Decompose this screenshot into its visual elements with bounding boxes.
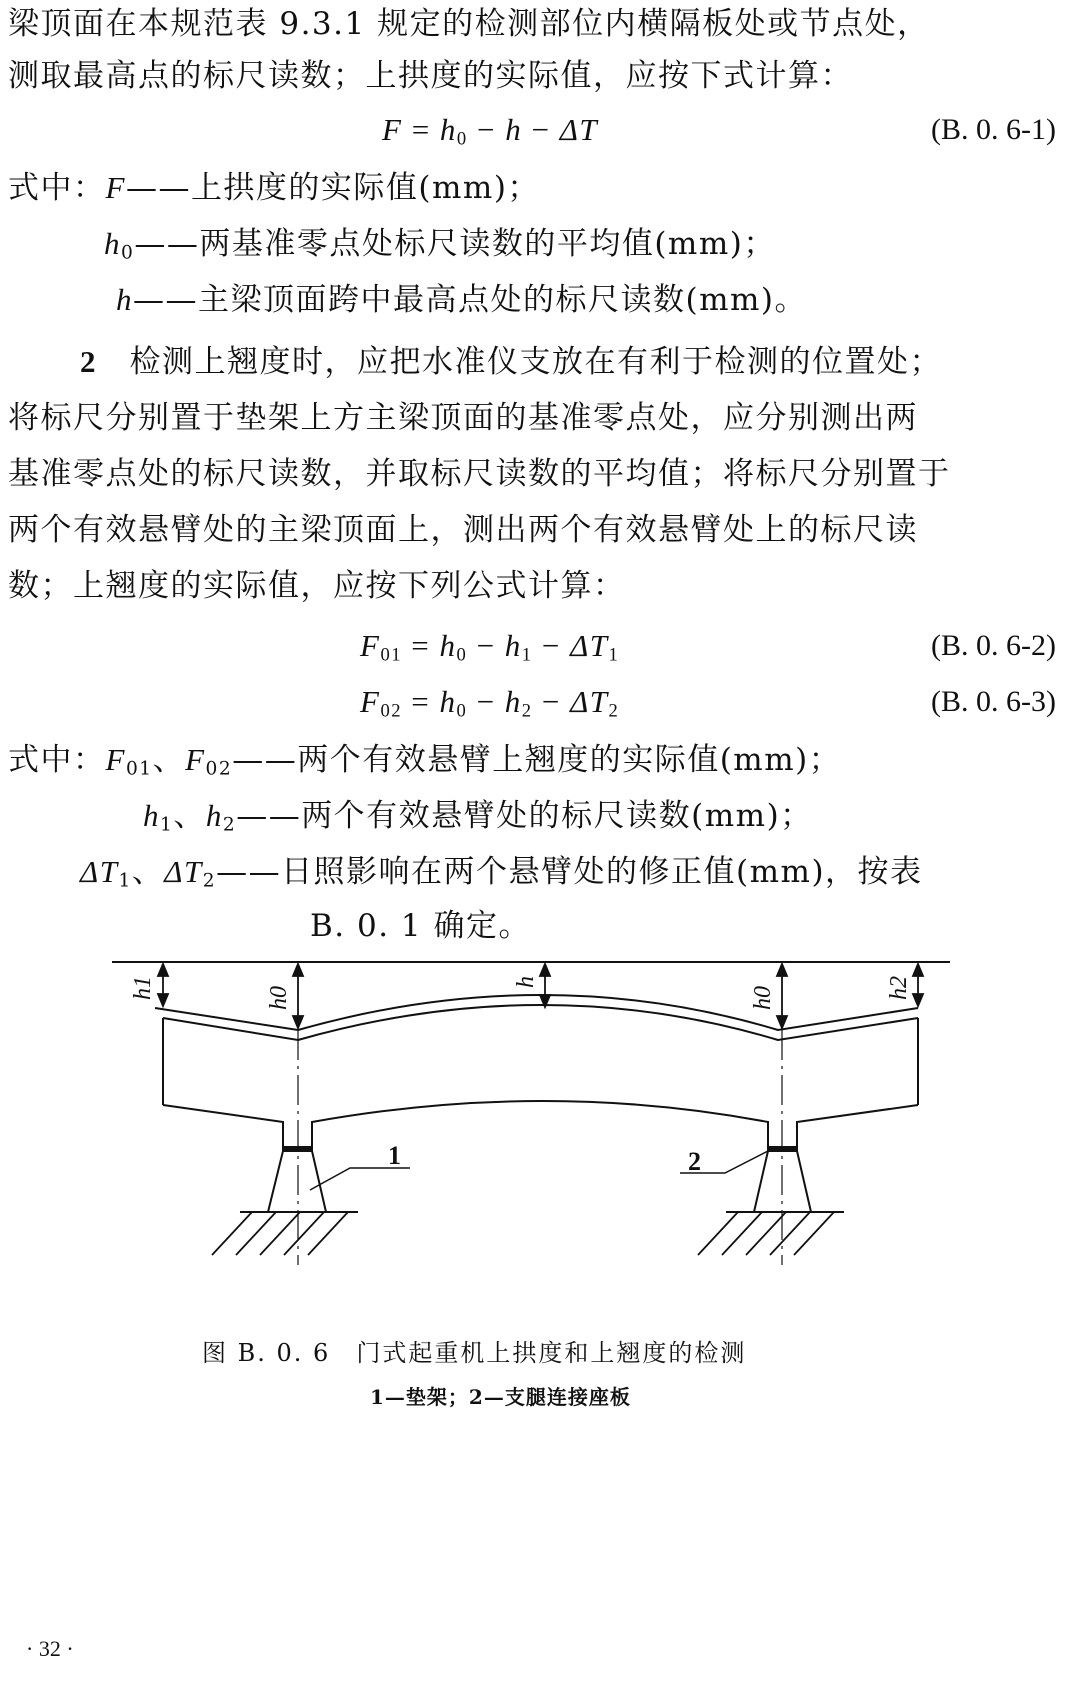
- equation-b-0-6-1: $F = h_0 - h - \Delta T$: [382, 112, 599, 150]
- ground-hatch-left: [212, 1212, 348, 1255]
- eq-subscript: 1: [521, 644, 533, 666]
- eq-symbol: F: [382, 112, 403, 147]
- paragraph-line: 基准零点处的标尺读数，并取标尺读数的平均值；将标尺分别置于: [8, 456, 951, 492]
- where-subscript: 0: [121, 242, 135, 264]
- where-text: ——两基准零点处标尺读数的平均值(mm)；: [134, 226, 776, 262]
- beam-bottom: [163, 1105, 283, 1147]
- eq-subscript: 02: [380, 700, 403, 722]
- eq-symbol: ΔT: [559, 112, 599, 147]
- where-item-continuation: B. 0. 1 确定。: [310, 908, 531, 944]
- eq-symbol: h: [439, 684, 457, 719]
- where-prefix: 式中：: [8, 170, 106, 206]
- where-symbol: F: [105, 742, 126, 777]
- callout-leader-1: [310, 1168, 410, 1190]
- where-subscript: 2: [202, 870, 217, 892]
- separator: 、: [152, 742, 186, 778]
- label-h: h: [513, 976, 539, 988]
- label-h0-right: h0: [750, 986, 776, 1010]
- equation-b-0-6-3: $F_{02} = h_0 - h_2 - \Delta T_2$: [360, 684, 620, 722]
- paragraph-line: 测取最高点的标尺读数；上拱度的实际值，应按下式计算：: [8, 58, 853, 94]
- where-text: ——两个有效悬臂处的标尺读数(mm)；: [236, 798, 813, 834]
- where-text: ——主梁顶面跨中最高点处的标尺读数(mm)。: [133, 282, 807, 318]
- eq-subscript: 0: [456, 644, 468, 666]
- equation-number: (B. 0. 6-3): [931, 685, 1056, 718]
- callout-2: 2: [688, 1147, 701, 1176]
- eq-symbol: h: [439, 112, 457, 147]
- eq-symbol: h: [504, 628, 522, 663]
- separator: 、: [173, 798, 206, 834]
- eq-symbol: F: [360, 628, 381, 663]
- where-symbol: h: [205, 798, 223, 833]
- eq-subscript: 01: [380, 644, 403, 666]
- where-subscript: 2: [222, 814, 237, 836]
- where-symbol: ΔT: [80, 854, 119, 889]
- eq-symbol: h: [505, 112, 523, 147]
- where-symbol: h: [143, 798, 160, 833]
- where-text: ——上拱度的实际值(mm)；: [125, 170, 540, 206]
- callout-1: 1: [388, 1141, 401, 1170]
- separator: 、: [131, 854, 165, 890]
- ground-hatch-right: [698, 1212, 834, 1255]
- paragraph-line: 数；上翘度的实际值，应按下列公式计算：: [8, 568, 626, 604]
- equation-number: (B. 0. 6-1): [931, 113, 1056, 146]
- eq-subscript: 0: [456, 700, 468, 722]
- item-number: 2: [80, 344, 97, 379]
- where-symbol: h: [116, 282, 133, 317]
- where-text: ——两个有效悬臂上翘度的实际值(mm)；: [232, 742, 842, 778]
- eq-symbol: ΔT: [570, 628, 609, 663]
- eq-symbol: h: [439, 628, 457, 663]
- eq-symbol: h: [504, 684, 522, 719]
- equation-b-0-6-2: $F_{01} = h_0 - h_1 - \Delta T_1$: [360, 628, 620, 666]
- eq-subscript: 2: [521, 700, 533, 722]
- where-symbol: ΔT: [164, 854, 203, 889]
- label-h1: h1: [130, 976, 156, 1000]
- label-h0-left: h0: [266, 986, 292, 1010]
- paragraph-line: 两个有效悬臂处的主梁顶面上，测出两个有效悬臂处上的标尺读: [8, 512, 918, 548]
- paragraph-text: 检测上翘度时，应把水准仪支放在有利于检测的位置处；: [129, 344, 942, 380]
- figure-legend: 1—垫架；2—支腿连接座板: [370, 1385, 631, 1409]
- page-number: · 32 ·: [26, 1636, 74, 1661]
- where-subscript: 01: [125, 758, 153, 780]
- support-left: [268, 1151, 326, 1212]
- where-symbol: F: [185, 742, 206, 777]
- where-prefix: 式中：: [8, 742, 106, 778]
- paragraph-line: 将标尺分别置于垫架上方主梁顶面的基准零点处，应分别测出两: [8, 400, 918, 436]
- label-h2: h2: [886, 976, 912, 1000]
- eq-subscript: 2: [608, 700, 620, 722]
- where-symbol: h: [104, 226, 121, 261]
- figure-caption: 图 B. 0. 6 门式起重机上拱度和上翘度的检测: [202, 1339, 747, 1367]
- where-subscript: 02: [205, 758, 233, 780]
- eq-subscript: 0: [456, 128, 468, 150]
- where-symbol: F: [105, 170, 126, 205]
- equation-number: (B. 0. 6-2): [931, 629, 1056, 662]
- where-text: ——日照影响在两个悬臂处的修正值(mm)，按表: [216, 854, 923, 890]
- eq-symbol: ΔT: [570, 684, 609, 719]
- eq-subscript: 1: [608, 644, 620, 666]
- where-subscript: 1: [118, 870, 132, 892]
- paragraph-line: 梁顶面在本规范表 9.3.1 规定的检测部位内横隔板处或节点处，: [8, 6, 930, 42]
- where-subscript: 1: [160, 814, 174, 836]
- eq-symbol: F: [360, 684, 381, 719]
